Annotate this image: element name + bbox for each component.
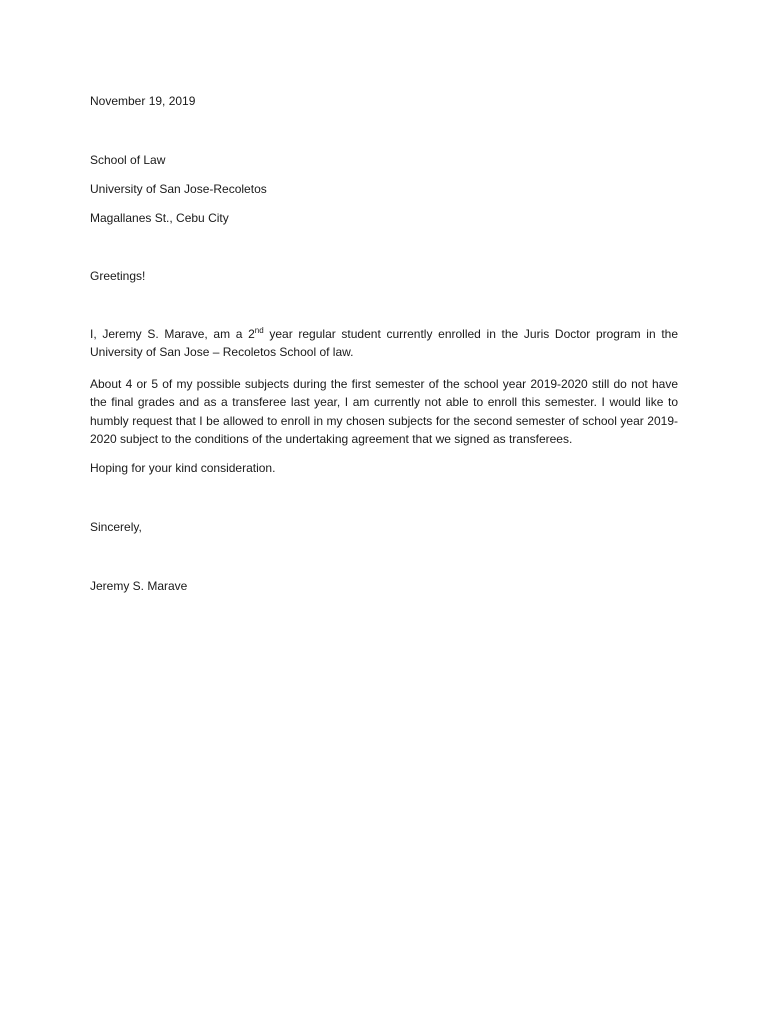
recipient-line-2: University of San Jose-Recoletos <box>90 182 267 196</box>
body-paragraph-3: Hoping for your kind consideration. <box>90 461 276 475</box>
closing: Sincerely, <box>90 520 142 534</box>
paragraph-1-text-start: I, Jeremy S. Marave, am a 2 <box>90 327 255 341</box>
letter-date: November 19, 2019 <box>90 94 196 108</box>
body-paragraph-1 <box>90 325 678 362</box>
recipient-line-3: Magallanes St., Cebu City <box>90 211 229 225</box>
paragraph-1-text-end: year regular student currently enrolled in the Juris Doctor program in the University of San Jose – Recoletos School of law. <box>90 327 678 360</box>
body-paragraph-2: About 4 or 5 of my possible subjects during the first semester of the school year 2019-2020 still do not have the final grades and as a transferee last year, I am currently not able to enroll this semester. I would like to humbly request that I be allowed to enroll in my chosen subjects for the second semester of school year 2019-2020 subject to the conditions of the undertaking agreement that we signed as transferees. <box>90 377 678 447</box>
signature-name: Jeremy S. Marave <box>90 579 188 593</box>
ordinal-suffix: nd <box>254 326 264 335</box>
greeting: Greetings! <box>90 269 146 283</box>
recipient-line-1: School of Law <box>90 153 166 167</box>
